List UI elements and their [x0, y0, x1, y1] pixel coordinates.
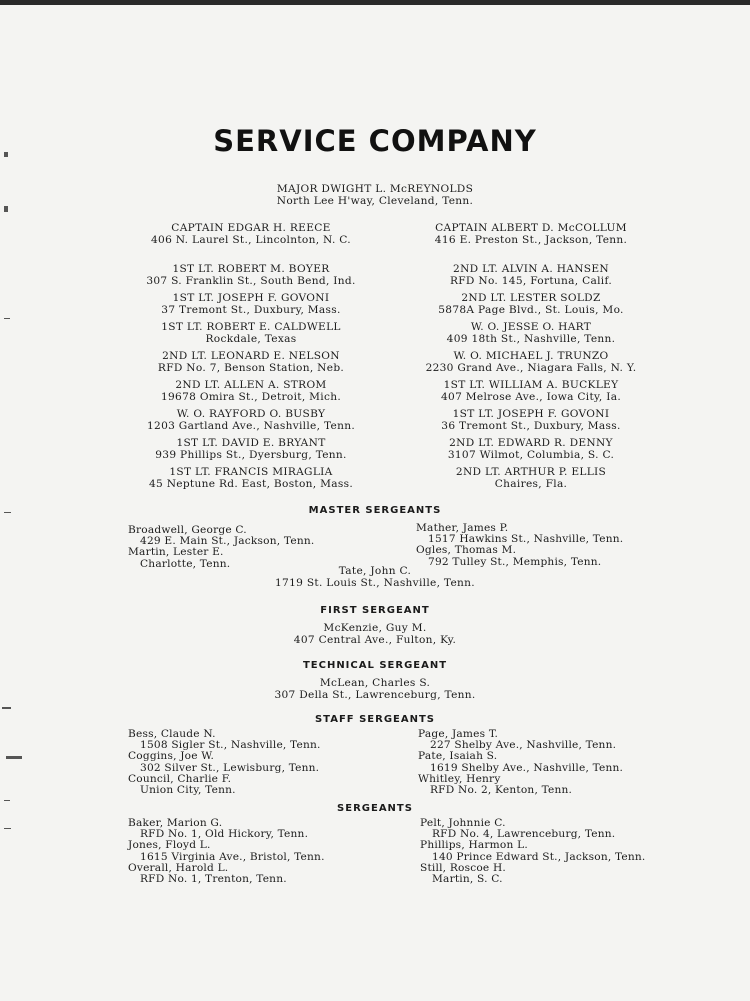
officer-address: 36 Tremont St., Duxbury, Mass.: [441, 420, 621, 432]
officer-address: RFD No. 145, Fortuna, Calif.: [449, 275, 612, 287]
officer-name: 1ST LT. ROBERT M. BOYER: [172, 263, 330, 275]
officer-address: 3107 Wilmot, Columbia, S. C.: [447, 449, 615, 461]
person-address: 140 Prince Edward St., Jackson, Tenn.: [432, 850, 646, 863]
person-address: RFD No. 1, Old Hickory, Tenn.: [140, 828, 309, 841]
person-address: RFD No. 2, Kenton, Tenn.: [430, 784, 573, 797]
officer-entry: [128, 263, 374, 287]
officer-address: 307 S. Franklin St., South Bend, Ind.: [146, 275, 356, 287]
officer-address: North Lee H'way, Cleveland, Tenn.: [276, 195, 474, 207]
person-name: Overall, Harold L.: [128, 861, 229, 874]
officer-address: 19678 Omira St., Detroit, Mich.: [160, 391, 342, 403]
person-name: Baker, Marion G.: [128, 817, 223, 829]
officer-entry: [408, 379, 654, 403]
person-name: McLean, Charles S.: [319, 677, 431, 689]
person-address: Charlotte, Tenn.: [140, 557, 231, 570]
officer-address: 1203 Gartland Ave., Nashville, Tenn.: [146, 420, 355, 432]
person-name: Bess, Claude N.: [128, 728, 216, 740]
officer-address: 45 Neptune Rd. East, Boston, Mass.: [148, 478, 354, 490]
officer-address: 5878A Page Blvd., St. Louis, Mo.: [438, 304, 624, 316]
page-title: SERVICE COMPANY: [213, 124, 537, 158]
person-address: 407 Central Ave., Fulton, Ky.: [293, 634, 457, 646]
master-sergeants-right: [416, 523, 623, 568]
officer-name: CAPTAIN ALBERT D. McCOLLUM: [435, 222, 627, 234]
section-heading-technical-sergeant: TECHNICAL SERGEANT: [302, 660, 448, 671]
person-name: Page, James T.: [418, 728, 499, 740]
person-address: 1615 Virginia Ave., Bristol, Tenn.: [140, 850, 325, 863]
officer-address: Rockdale, Texas: [205, 333, 297, 345]
section-heading-staff-sergeants: STAFF SERGEANTS: [314, 714, 436, 725]
person-address: 1619 Shelby Ave., Nashville, Tenn.: [430, 761, 624, 774]
officer-name: 1ST LT. DAVID E. BRYANT: [176, 437, 326, 449]
officer-entry: [408, 292, 654, 316]
officer-name: 1ST LT. ROBERT E. CALDWELL: [161, 321, 341, 333]
officer-entry: [408, 263, 654, 287]
officer-address: RFD No. 7, Benson Station, Neb.: [157, 362, 345, 374]
staff-sergeants-right: [418, 729, 623, 796]
person-address: Union City, Tenn.: [140, 784, 236, 797]
person-name: Still, Roscoe H.: [420, 861, 506, 874]
major-entry: [0, 183, 750, 207]
sergeants-right: [420, 818, 646, 885]
officer-name: W. O. JESSE O. HART: [470, 321, 592, 333]
officer-address: Chaires, Fla.: [494, 478, 568, 490]
person-name: Whitley, Henry: [418, 772, 501, 785]
officer-address: 407 Melrose Ave., Iowa City, Ia.: [440, 391, 622, 403]
page-top-edge: [0, 0, 750, 5]
first-sergeant-entry: [0, 622, 750, 646]
person-name: Ogles, Thomas M.: [416, 544, 517, 557]
officer-name: 1ST LT. JOSEPH F. GOVONI: [452, 408, 610, 420]
master-sergeants-left: [128, 525, 314, 570]
person-address: 429 E. Main St., Jackson, Tenn.: [140, 535, 315, 548]
officer-address: 37 Tremont St., Duxbury, Mass.: [161, 304, 341, 316]
officer-name: W. O. MICHAEL J. TRUNZO: [453, 350, 609, 362]
person-name: Jones, Floyd L.: [128, 839, 211, 852]
person-address: 227 Shelby Ave., Nashville, Tenn.: [430, 739, 617, 752]
captain-entry-left: [128, 222, 374, 246]
person-address: RFD No. 4, Lawrenceburg, Tenn.: [432, 828, 616, 841]
officer-address: 939 Phillips St., Dyersburg, Tenn.: [155, 449, 347, 461]
officer-entry: [128, 466, 374, 490]
section-heading-sergeants: SERGEANTS: [337, 803, 413, 814]
officer-entry: [128, 321, 374, 345]
person-address: 307 Della St., Lawrenceburg, Tenn.: [274, 689, 476, 701]
officer-entry: [128, 379, 374, 403]
person-address: 1719 St. Louis St., Nashville, Tenn.: [275, 576, 475, 589]
officer-entry: [408, 466, 654, 490]
technical-sergeant-entry: [0, 677, 750, 701]
person-address: 1517 Hawkins St., Nashville, Tenn.: [428, 533, 624, 546]
officer-address: 416 E. Preston St., Jackson, Tenn.: [434, 234, 628, 246]
person-name: Mather, James P.: [416, 522, 509, 534]
officer-name: 1ST LT. FRANCIS MIRAGLIA: [169, 466, 333, 478]
officer-entry: [128, 437, 374, 461]
officer-address: 2230 Grand Ave., Niagara Falls, N. Y.: [425, 362, 637, 374]
person-name: McKenzie, Guy M.: [323, 622, 427, 634]
officer-name: 2ND LT. ALLEN A. STROM: [175, 379, 327, 391]
section-heading-master-sergeants: MASTER SERGEANTS: [308, 505, 442, 516]
officer-name: 2ND LT. ARTHUR P. ELLIS: [455, 466, 607, 478]
officer-name: 1ST LT. WILLIAM A. BUCKLEY: [443, 379, 619, 391]
person-name: Broadwell, George C.: [128, 524, 247, 536]
staff-sergeants-left: [128, 729, 321, 796]
person-address: 1508 Sigler St., Nashville, Tenn.: [140, 739, 321, 752]
person-name: Pelt, Johnnie C.: [420, 817, 506, 829]
officer-name: 2ND LT. ALVIN A. HANSEN: [453, 263, 609, 275]
sergeants-left: [128, 818, 325, 885]
section-heading-first-sergeant: FIRST SERGEANT: [320, 605, 430, 616]
officer-entry: [408, 437, 654, 461]
officer-entry: [128, 292, 374, 316]
officer-address: 409 18th St., Nashville, Tenn.: [446, 333, 616, 345]
person-address: RFD No. 1, Trenton, Tenn.: [140, 873, 287, 886]
person-name: Tate, John C.: [338, 565, 412, 577]
person-address: 302 Silver St., Lewisburg, Tenn.: [140, 761, 320, 774]
officer-entry: [128, 350, 374, 374]
officer-name: CAPTAIN EDGAR H. REECE: [171, 222, 331, 234]
person-address: 792 Tulley St., Memphis, Tenn.: [428, 555, 602, 568]
person-name: Phillips, Harmon L.: [420, 839, 528, 852]
officer-name: MAJOR DWIGHT L. McREYNOLDS: [276, 183, 474, 195]
officer-name: 1ST LT. JOSEPH F. GOVONI: [172, 292, 330, 304]
officer-entry: [408, 350, 654, 374]
master-sergeant-center: [0, 566, 750, 589]
person-name: Martin, Lester E.: [128, 546, 224, 559]
officer-address: 406 N. Laurel St., Lincolnton, N. C.: [151, 234, 351, 246]
person-address: Martin, S. C.: [432, 873, 503, 886]
officer-entry: [128, 408, 374, 432]
person-name: Pate, Isaiah S.: [418, 750, 498, 763]
officer-entry: [408, 408, 654, 432]
officer-name: 2ND LT. LESTER SOLDZ: [461, 292, 601, 304]
person-name: Council, Charlie F.: [128, 772, 232, 785]
officer-name: 2ND LT. LEONARD E. NELSON: [162, 350, 340, 362]
person-name: Coggins, Joe W.: [128, 750, 215, 763]
officer-entry: [408, 321, 654, 345]
officer-name: 2ND LT. EDWARD R. DENNY: [449, 437, 613, 449]
captain-entry-right: [408, 222, 654, 246]
officer-name: W. O. RAYFORD O. BUSBY: [176, 408, 326, 420]
